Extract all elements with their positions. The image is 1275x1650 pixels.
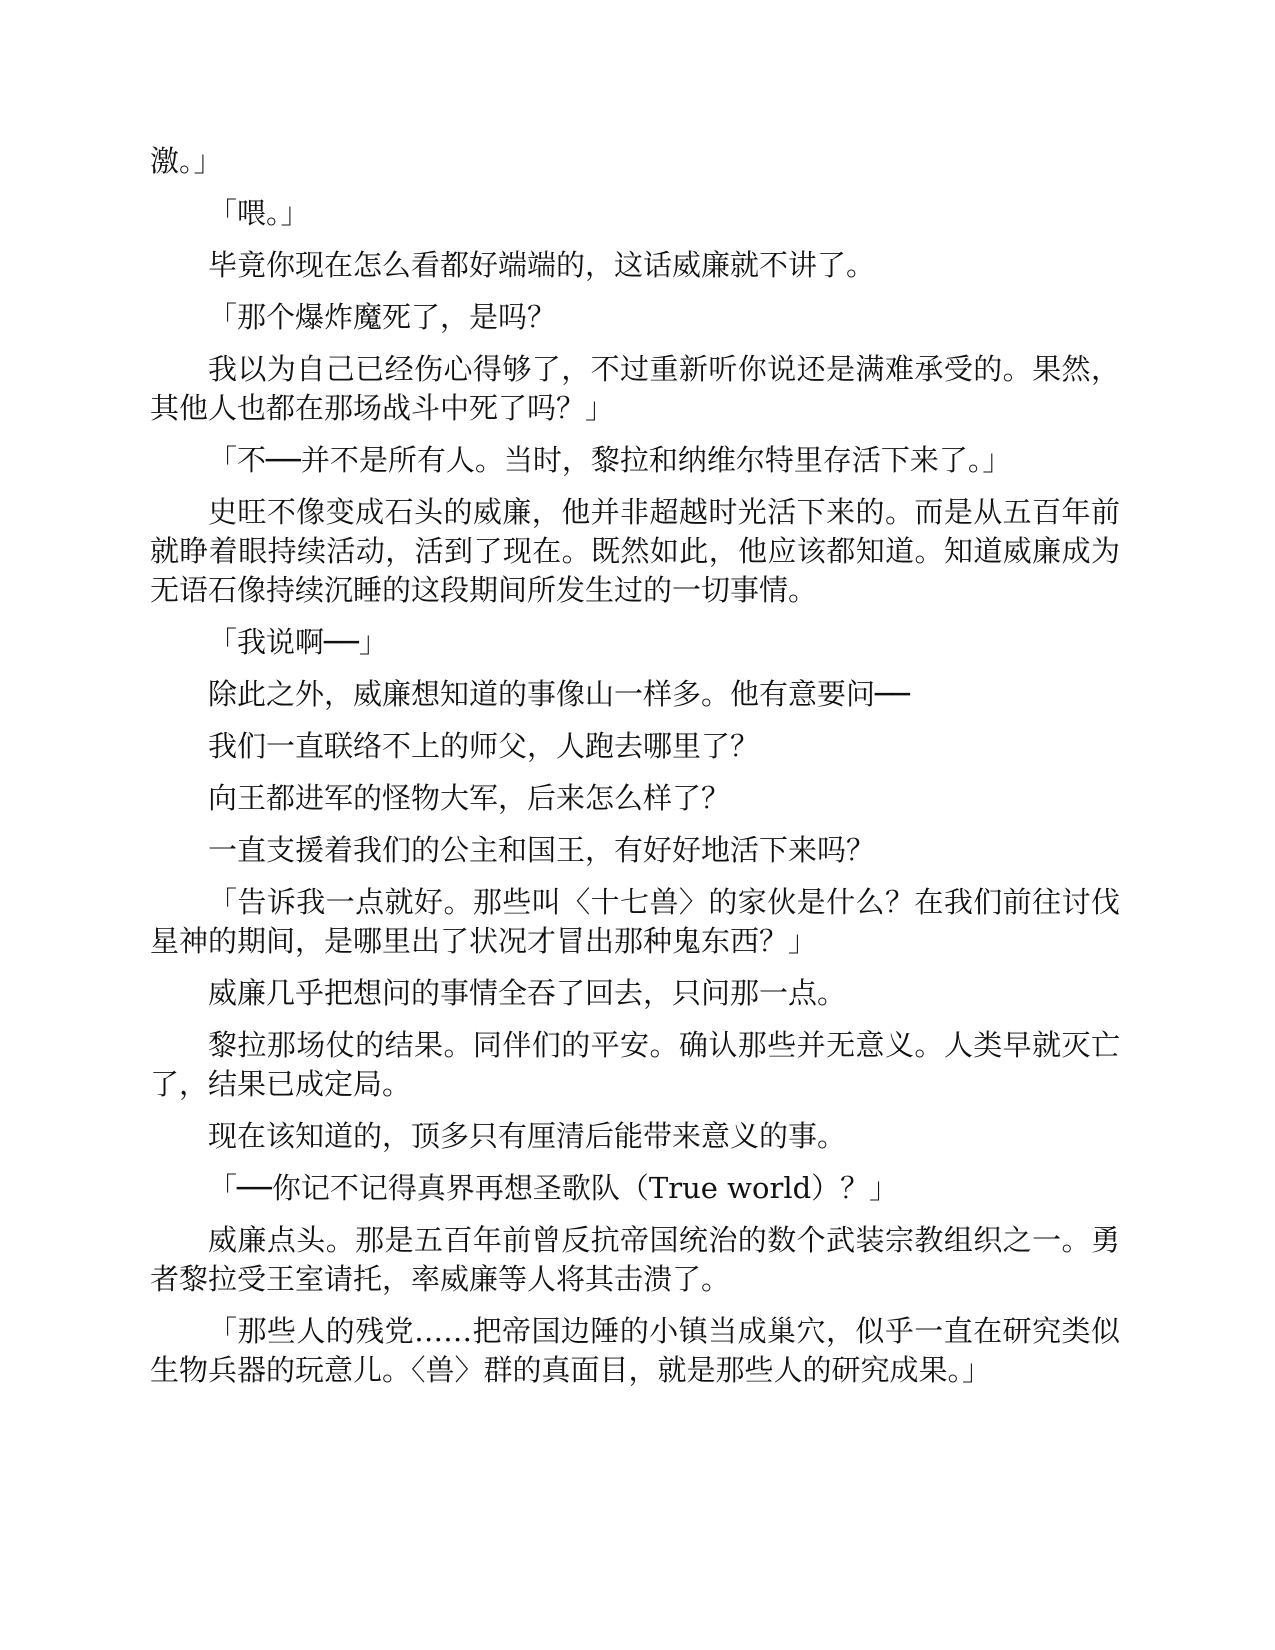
paragraph-14: 威廉几乎把想问的事情全吞了回去，只问那一点。 [208, 976, 847, 1010]
paragraph-9: 除此之外，威廉想知道的事像山一样多。他有意要问── [208, 677, 910, 711]
paragraph-11: 向王都进军的怪物大军，后来怎么样了？ [208, 781, 731, 815]
paragraph-1: 激。」 [150, 144, 223, 178]
paragraph-7: 史旺不像变成石头的威廉，他并非超越时光活下来的。而是从五百年前就睁着眼持续活动，活到了现在。既然如此，他应该都知道。知道威廉成为无语石像持续沉睡的这段期间所发生过的一切事情。 [150, 495, 1120, 607]
document-body [150, 142, 1120, 1403]
paragraph-2: 「喂。」 [208, 196, 310, 230]
paragraph-12: 一直支援着我们的公主和国王，有好好地活下来吗？ [208, 833, 876, 867]
paragraph-6: 「不──并不是所有人。当时，黎拉和纳维尔特里存活下来了。」 [208, 443, 1012, 477]
paragraph-10: 我们一直联络不上的师父，人跑去哪里了？ [208, 729, 760, 763]
paragraph-3: 毕竟你现在怎么看都好端端的，这话威廉就不讲了。 [208, 248, 876, 282]
paragraph-13: 「告诉我一点就好。那些叫〈十七兽〉的家伙是什么？在我们前往讨伐星神的期间，是哪里出了状况才冒出那种鬼东西？」 [150, 885, 1120, 958]
paragraph-4: 「那个爆炸魔死了，是吗？ [208, 300, 557, 334]
paragraph-19: 「那些人的残党……把帝国边陲的小镇当成巢穴，似乎一直在研究类似生物兵器的玩意儿。〈兽〉群的真面目，就是那些人的研究成果。」 [150, 1314, 1120, 1387]
paragraph-16: 现在该知道的，顶多只有厘清后能带来意义的事。 [208, 1119, 847, 1153]
paragraph-5: 我以为自己已经伤心得够了，不过重新听你说还是满难承受的。果然，其他人也都在那场战斗中死了吗？」 [150, 352, 1120, 425]
paragraph-17: 「──你记不记得真界再想圣歌队（True world）？」 [208, 1171, 899, 1205]
paragraph-15: 黎拉那场仗的结果。同伴们的平安。确认那些并无意义。人类早就灭亡了，结果已成定局。 [150, 1028, 1120, 1101]
paragraph-18: 威廉点头。那是五百年前曾反抗帝国统治的数个武装宗教组织之一。勇者黎拉受王室请托，率威廉等人将其击溃了。 [150, 1223, 1120, 1296]
paragraph-8: 「我说啊──」 [208, 625, 388, 659]
